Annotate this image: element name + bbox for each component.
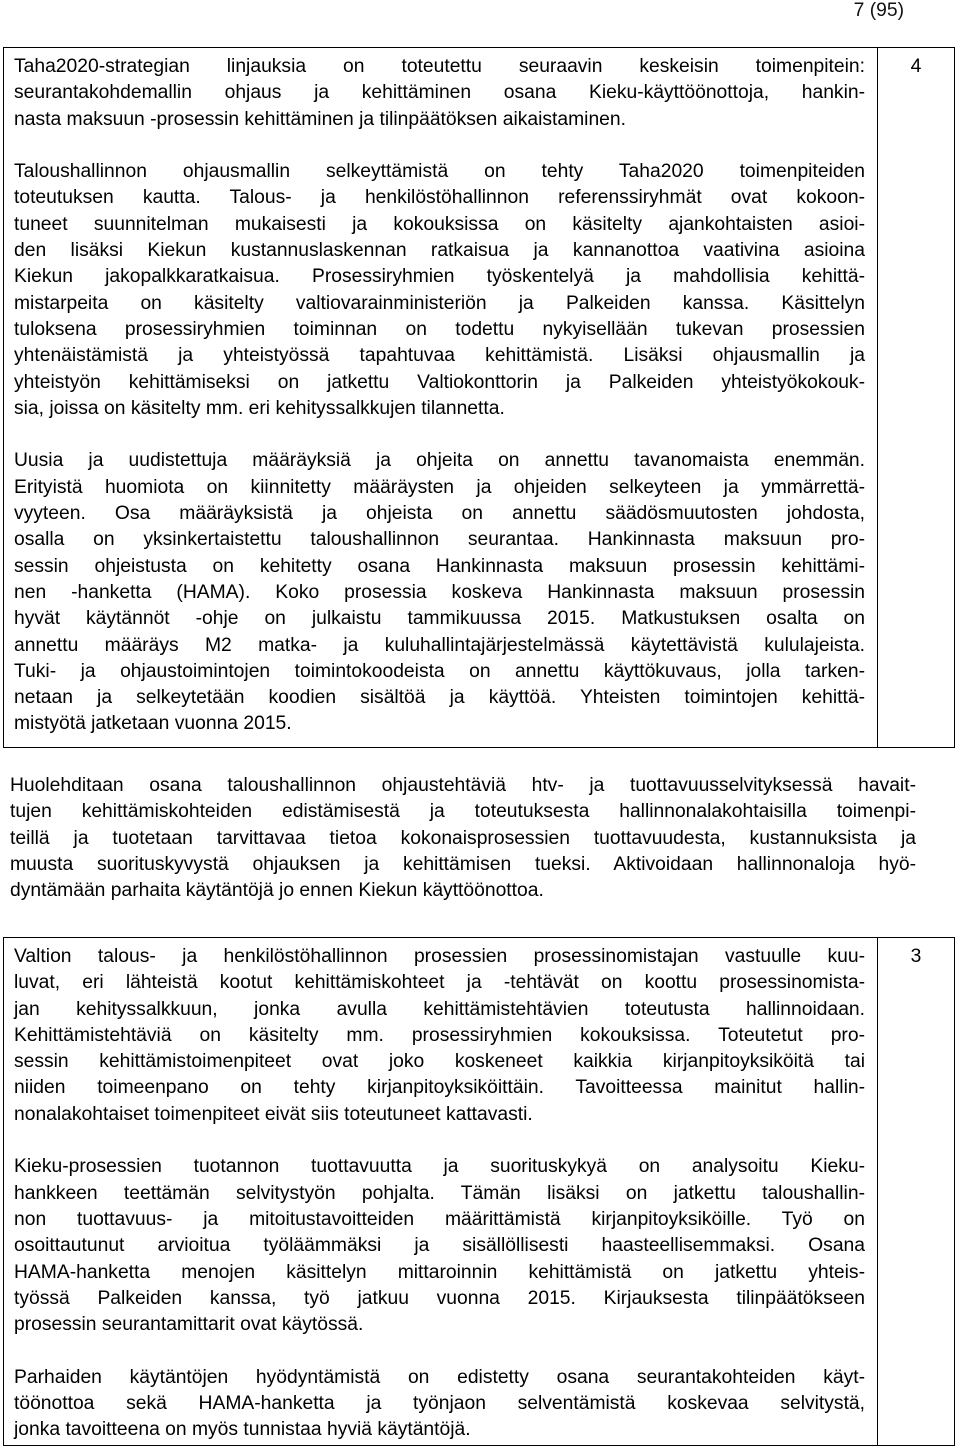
text-line: annettu määräys M2 matka- ja kuluhallintajärjestelmässä käytettävistä kululajeista.	[14, 634, 865, 656]
paragraph	[14, 54, 865, 133]
text-line: nonalakohtaiset toimenpiteet eivät siis toteutuneet kattavasti.	[14, 1103, 533, 1125]
text-line: sessin kehittämistoimenpiteet ovat joko koskeneet kaikkia kirjanpitoyksiköitä tai	[14, 1051, 865, 1073]
paragraph	[14, 1365, 865, 1444]
text-line: Kieku-prosessien tuotannon tuottavuutta ja suorituskykyä on analysoitu Kieku-	[14, 1156, 865, 1178]
text-line: työssä Palkeiden kanssa, työ jatkuu vuonna 2015. Kirjauksesta tilinpäätökseen	[14, 1287, 865, 1309]
text-line: töönottoa sekä HAMA-hanketta ja työnjaon selventämistä koskevaa selvitystä,	[14, 1393, 865, 1415]
paragraph	[10, 773, 916, 904]
paragraph	[14, 159, 865, 422]
text-line: prosessin seurantamittarit ovat käytössä.	[14, 1314, 364, 1336]
assessment-text-2	[4, 938, 878, 1445]
paragraph	[14, 1154, 865, 1338]
text-line: tujen kehittämiskohteiden edistämisestä ja toteutuksesta hallinnonalakohtaisilla toimenpi-	[10, 801, 916, 823]
text-line: Uusia ja uudistettuja määräyksiä ja ohjeita on annettu tavanomaista enemmän.	[14, 450, 865, 472]
text-line: tuneet suunnitelman mukaisesti ja kokouksissa on käsitelty ajankohtaisten asioi-	[14, 213, 865, 235]
text-line: Taloushallinnon ohjausmallin selkeyttämistä on tehty Taha2020 toimenpiteiden	[14, 161, 865, 183]
text-line: teillä ja tuotetaan tarvittavaa tietoa kokonaisprosessien tuottavuudesta, kustannuksista ja	[10, 827, 916, 849]
text-line: seurantakohdemallin ohjaus ja kehittäminen osana Kieku-käyttöönottoja, hankin-	[14, 82, 865, 104]
text-line: Kehittämistehtäviä on käsitelty mm. prosessiryhmien kokouksissa. Toteutetut pro-	[14, 1024, 865, 1046]
text-line: Erityistä huomiota on kiinnitetty määräysten ja ohjeiden selkeyteen ja ymmärrettä-	[14, 476, 865, 498]
text-line: toteutuksen kautta. Talous- ja henkilöstöhallinnon referenssiryhmät ovat kokoon-	[14, 187, 865, 209]
text-line: non tuottavuus- ja mitoitustavoitteiden määrittämistä kirjanpitoyksiköille. Työ on	[14, 1208, 865, 1230]
assessment-box-2	[3, 937, 955, 1446]
text-line: netaan ja selkeytetään koodien sisältöä ja käyttöä. Yhteisten toimintojen kehittä-	[14, 687, 865, 709]
text-line: Parhaiden käytäntöjen hyödyntämistä on edistetty osana seurantakohteiden käyt-	[14, 1366, 865, 1388]
text-line: Valtion talous- ja henkilöstöhallinnon prosessien prosessinomistajan vastuulle kuu-	[14, 946, 865, 967]
text-line: jonka tavoitteena on myös tunnistaa hyviä käytäntöjä.	[14, 1419, 471, 1441]
text-line: osoittautunut arvioitua työläämmäksi ja sisällöllisesti haasteellisemmaksi. Osana	[14, 1235, 865, 1257]
text-line: osalla on yksinkertaistettu taloushallinnon seurantaa. Hankinnasta maksuun pro-	[14, 529, 865, 551]
goal-paragraph	[10, 773, 916, 904]
text-line: Tuki- ja ohjaustoimintojen toimintokoodeista on annettu käyttökuvaus, jolla tarken-	[14, 660, 865, 682]
text-line: nen -hanketta (HAMA). Koko prosessia koskeva Hankinnasta maksuun prosessin	[14, 581, 865, 603]
text-line: Taha2020-strategian linjauksia on toteutettu seuraavin keskeisin toimenpitein:	[14, 56, 865, 77]
text-line: muusta suorituskyvystä ohjauksen ja kehittämisen tueksi. Aktivoidaan hallinnonaloja hyö-	[10, 853, 916, 875]
text-line: jan kehityssalkkuun, jonka avulla kehittämistehtävien toteutusta hallinnoidaan.	[14, 998, 865, 1020]
text-line: Kiekun jakopalkkaratkaisua. Prosessiryhmien työskentelyä ja mahdollisia kehittä-	[14, 266, 865, 288]
text-line: niiden toimeenpano on tehty kirjanpitoyksiköittäin. Tavoitteessa mainitut hallin-	[14, 1077, 865, 1099]
text-line: nasta maksuun -prosessin kehittäminen ja tilinpäätöksen aikaistaminen.	[14, 108, 626, 130]
assessment-score-1: 4	[910, 56, 922, 77]
text-line: Huolehditaan osana taloushallinnon ohjaustehtäviä htv- ja tuottavuusselvityksessä havait-	[10, 775, 916, 796]
text-line: mistarpeita on käsitelty valtiovarainministeriön ja Palkeiden kanssa. Käsittelyn	[14, 292, 865, 314]
assessment-score-2: 3	[910, 946, 922, 967]
text-line: sessin ohjeistusta on kehitetty osana Hankinnasta maksuun prosessin kehittämi-	[14, 555, 865, 577]
text-line: vyyteen. Osa määräyksistä ja ohjeista on annettu säädösmuutosten johdosta,	[14, 503, 865, 525]
paragraph	[14, 944, 865, 1128]
text-line: hyvät käytännöt -ohje on julkaistu tammikuussa 2015. Matkustuksen osalta on	[14, 608, 865, 630]
text-line: dyntämään parhaita käytäntöjä jo ennen Kiekun käyttöönottoa.	[10, 880, 544, 902]
text-line: tuloksena prosessiryhmien toiminnan on todettu nykyisellään tukevan prosessien	[14, 318, 865, 340]
assessment-box-1	[3, 47, 955, 748]
paragraph	[14, 448, 865, 737]
text-line: hankkeen teettämän selvitystyön pohjalta. Tämän lisäksi on jatkettu taloushallin-	[14, 1182, 865, 1204]
page-number: 7 (95)	[853, 0, 904, 21]
text-line: mistyötä jatketaan vuonna 2015.	[14, 713, 292, 735]
text-line: den lisäksi Kiekun kustannuslaskennan ratkaisua ja kannanottoa vaativina asioina	[14, 240, 865, 262]
text-line: HAMA-hanketta menojen käsittelyn mittaroinnin kehittämistä on jatkettu yhteis-	[14, 1261, 865, 1283]
text-line: sia, joissa on käsitelty mm. eri kehityssalkkujen tilannetta.	[14, 397, 505, 419]
text-line: luvat, eri lähteistä kootut kehittämiskohteet ja -tehtävät on koottu prosessinomista-	[14, 972, 865, 994]
text-line: yhteistyön kehittämiseksi on jatkettu Valtiokonttorin ja Palkeiden yhteistyökokouk-	[14, 371, 865, 393]
text-line: yhtenäistämistä ja yhteistyössä tapahtuvaa kehittämistä. Lisäksi ohjausmallin ja	[14, 345, 865, 367]
assessment-text-1	[4, 48, 878, 747]
